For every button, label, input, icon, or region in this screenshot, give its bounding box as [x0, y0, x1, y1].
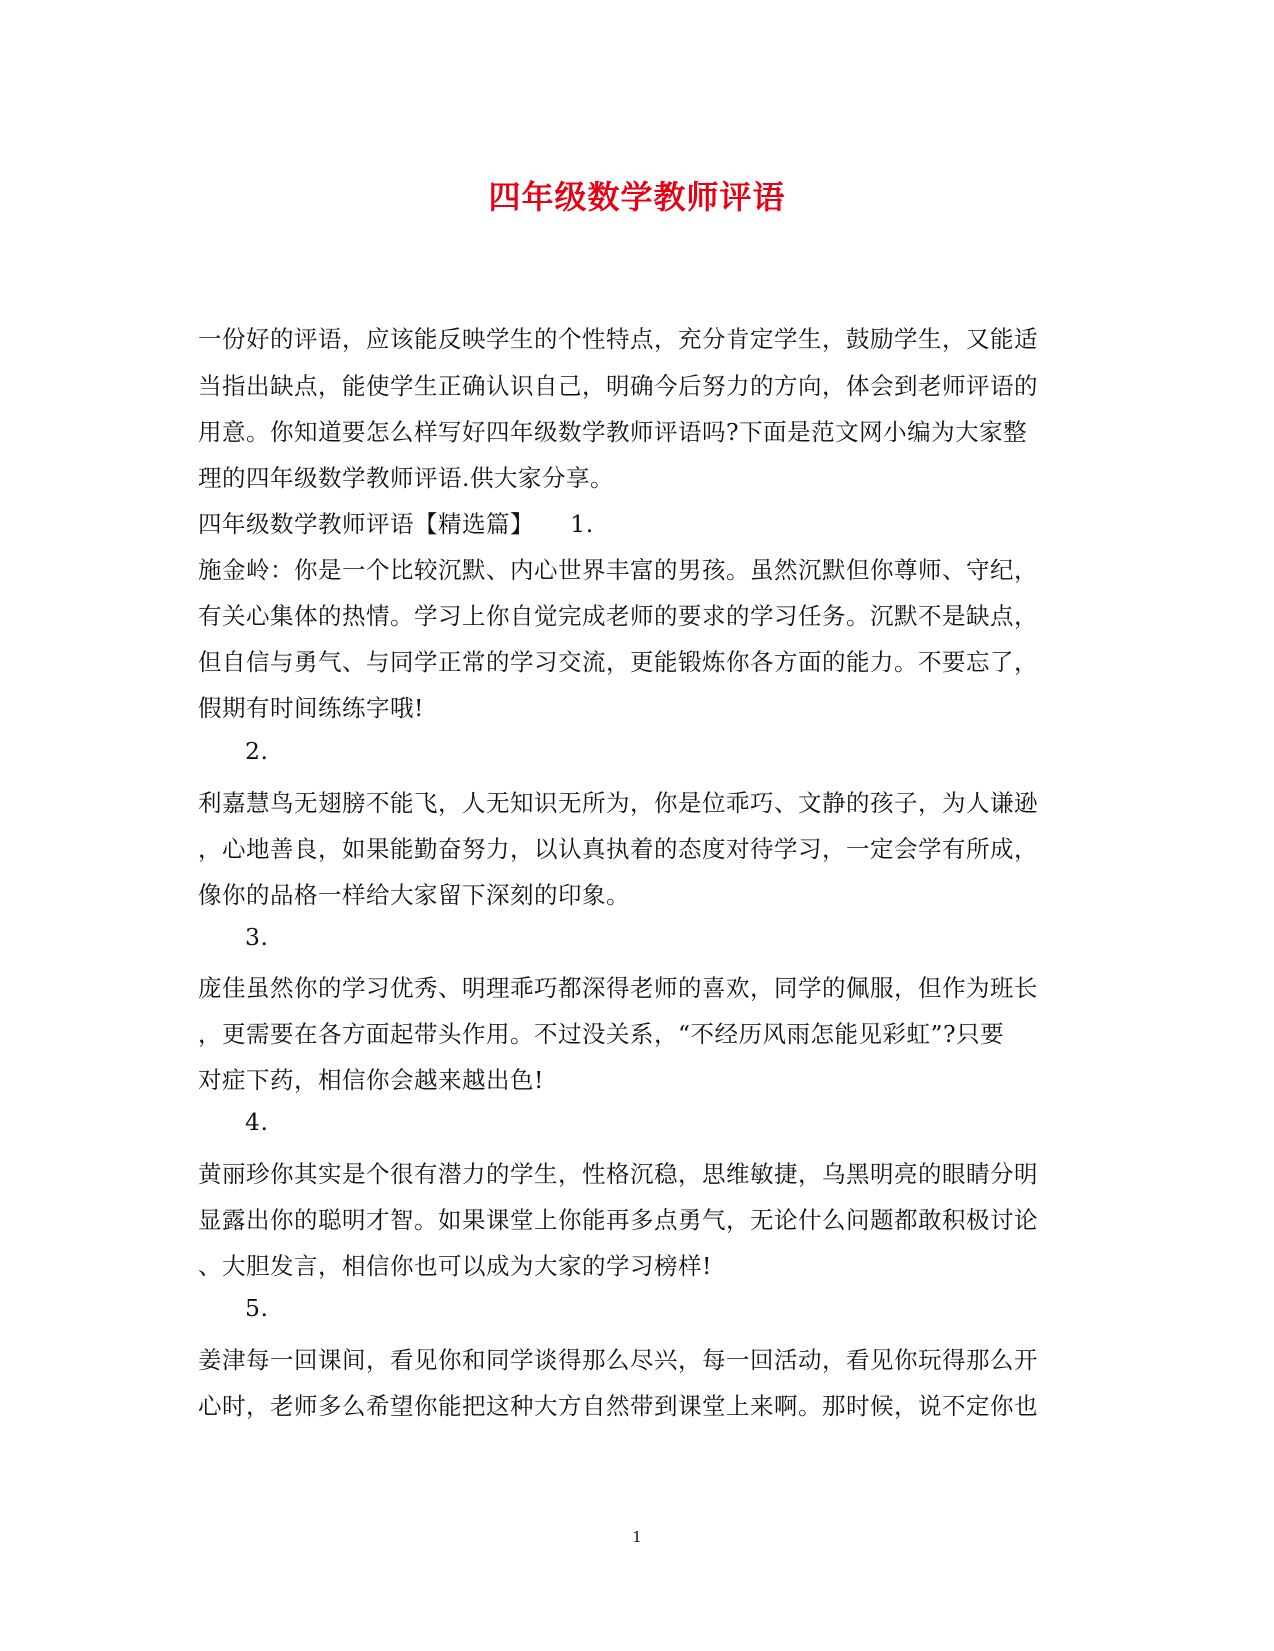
paragraph-line: 假期有时间练练字哦!: [198, 694, 424, 722]
paragraph-line: 黄丽珍你其实是个很有潜力的学生，性格沉稳，思维敏捷，乌黑明亮的眼睛分明: [198, 1160, 1038, 1188]
paragraph-line: 显露出你的聪明才智。如果课堂上你能再多点勇气，无论什么问题都敢积极讨论: [198, 1206, 1038, 1234]
paragraph-line: 但自信与勇气、与同学正常的学习交流，更能锻炼你各方面的能力。不要忘了，: [198, 648, 1038, 676]
paragraph-line: 姜津每一回课间，看见你和同学谈得那么尽兴，每一回活动，看见你玩得那么开: [198, 1346, 1038, 1374]
item-number: 2.: [245, 737, 269, 765]
paragraph-line: 一份好的评语，应该能反映学生的个性特点，充分肯定学生，鼓励学生，又能适: [198, 325, 1038, 353]
paragraph-line: 理的四年级数学教师评语.供大家分享。: [198, 464, 614, 492]
paragraph-line: ，更需要在各方面起带头作用。不过没关系，“不经历风雨怎能见彩虹”?只要: [198, 1020, 1005, 1048]
paragraph-line: 庞佳虽然你的学习优秀、明理乖巧都深得老师的喜欢，同学的佩服，但作为班长: [198, 974, 1038, 1002]
document-title: 四年级数学教师评语: [488, 178, 786, 216]
paragraph-line: 有关心集体的热情。学习上你自觉完成老师的要求的学习任务。沉默不是缺点，: [198, 602, 1038, 630]
item-number: 4.: [245, 1108, 269, 1136]
page-number: 1: [632, 1528, 642, 1546]
paragraph-line: 心时，老师多么希望你能把这种大方自然带到课堂上来啊。那时候，说不定你也: [198, 1392, 1038, 1420]
item-number: 3.: [245, 923, 269, 951]
paragraph-line: 用意。你知道要怎么样写好四年级数学教师评语吗?下面是范文网小编为大家整: [198, 418, 1028, 446]
paragraph-line: 当指出缺点，能使学生正确认识自己，明确今后努力的方向，体会到老师评语的: [198, 372, 1038, 400]
section-heading: 四年级数学教师评语【精选篇】 1.: [198, 510, 594, 538]
item-number: 5.: [245, 1294, 269, 1322]
paragraph-line: 像你的品格一样给大家留下深刻的印象。: [198, 881, 630, 909]
paragraph-line: 、大胆发言，相信你也可以成为大家的学习榜样!: [198, 1252, 712, 1280]
paragraph-line: 施金岭：你是一个比较沉默、内心世界丰富的男孩。虽然沉默但你尊师、守纪，: [198, 556, 1038, 584]
paragraph-line: 对症下药，相信你会越来越出色!: [198, 1066, 544, 1094]
paragraph-line: 利嘉慧鸟无翅膀不能飞，人无知识无所为，你是位乖巧、文静的孩子，为人谦逊: [198, 789, 1038, 817]
paragraph-line: ，心地善良，如果能勤奋努力，以认真执着的态度对待学习，一定会学有所成，: [198, 835, 1038, 863]
